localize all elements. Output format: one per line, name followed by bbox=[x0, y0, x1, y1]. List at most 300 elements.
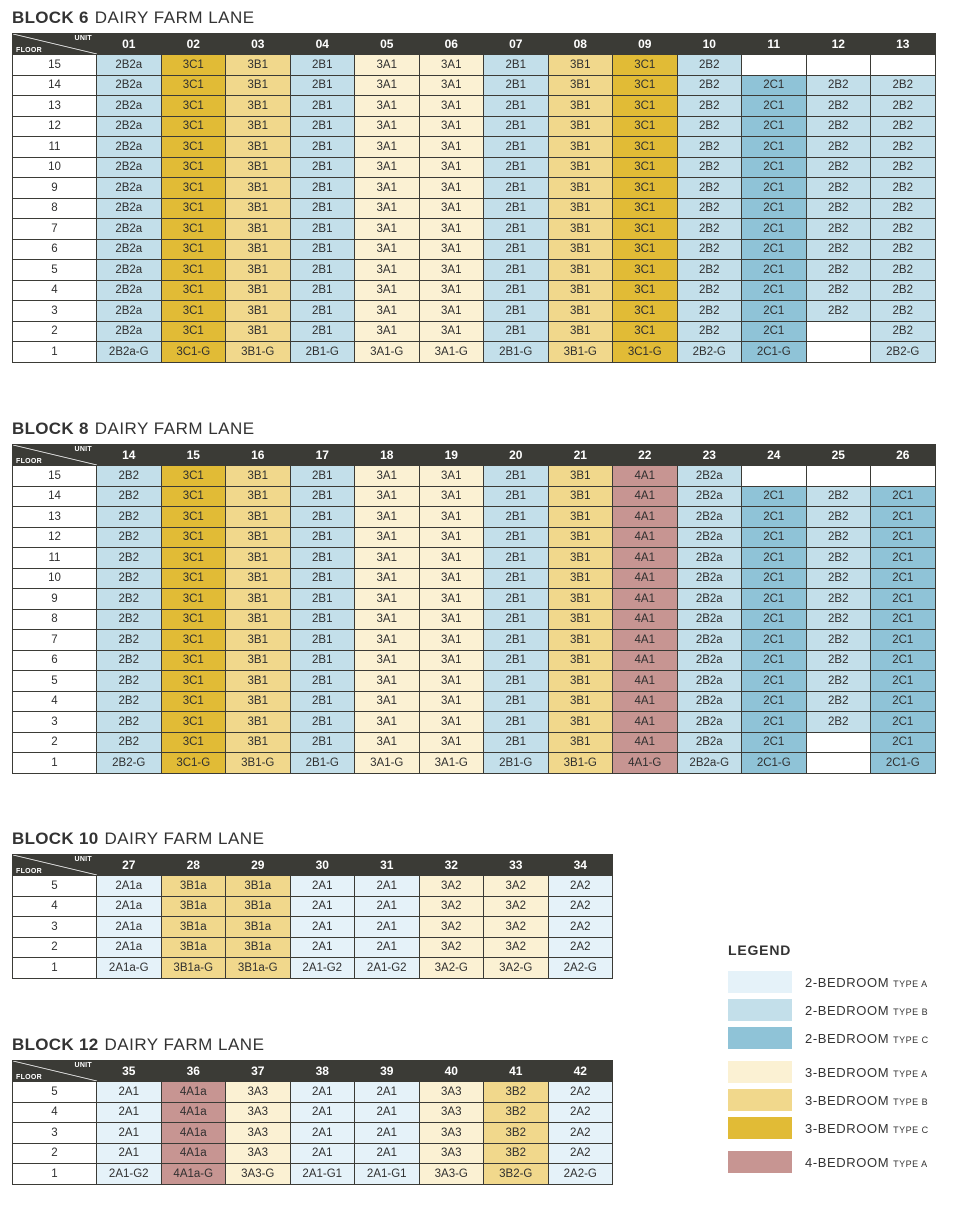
floor-row bbox=[13, 650, 936, 671]
floor-number: 9 bbox=[13, 589, 97, 610]
floor-number: 12 bbox=[13, 116, 97, 137]
unit-type-cell: 2A2 bbox=[548, 1102, 613, 1123]
unit-type-cell: 2A1 bbox=[97, 1082, 162, 1103]
unit-type-cell: 3C1 bbox=[161, 732, 226, 753]
floor-number: 10 bbox=[13, 568, 97, 589]
unit-type-cell: 2B2 bbox=[677, 55, 742, 76]
unit-type-cell: 2C1 bbox=[742, 239, 807, 260]
header-row bbox=[13, 34, 936, 55]
unit-type-cell: 2B2a bbox=[677, 568, 742, 589]
floor-number: 7 bbox=[13, 219, 97, 240]
floor-number: 3 bbox=[13, 1123, 97, 1144]
unit-type-cell: 2C1 bbox=[742, 301, 807, 322]
floor-number: 4 bbox=[13, 280, 97, 301]
unit-type-cell: 2C1 bbox=[742, 219, 807, 240]
floor-row bbox=[13, 1143, 613, 1164]
unit-number-header: 15 bbox=[161, 445, 226, 466]
block-title bbox=[12, 827, 613, 851]
unit-type-cell: 2C1 bbox=[742, 568, 807, 589]
unit-number-header: 25 bbox=[806, 445, 871, 466]
block-title bbox=[12, 417, 936, 441]
unit-type-cell: 3A1-G bbox=[419, 342, 484, 363]
unit-type-cell: 3A1 bbox=[419, 609, 484, 630]
unit-number-header: 36 bbox=[161, 1061, 226, 1082]
unit-type-cell: 2B2a bbox=[677, 466, 742, 487]
floor-number: 3 bbox=[13, 301, 97, 322]
unit-type-cell: 2B1 bbox=[290, 157, 355, 178]
unit-type-cell: 2B2 bbox=[97, 650, 162, 671]
unit-number-header: 04 bbox=[290, 34, 355, 55]
unit-type-cell: 2B1 bbox=[290, 321, 355, 342]
unit-type-cell: 3B1 bbox=[226, 321, 291, 342]
unit-type-cell: 2B2 bbox=[871, 178, 936, 199]
unit-type-cell: 4A1a-G bbox=[161, 1164, 226, 1185]
unit-type-cell: 3A1 bbox=[419, 239, 484, 260]
unit-type-cell: 2A1 bbox=[97, 1102, 162, 1123]
unit-type-cell: 3A3 bbox=[226, 1123, 291, 1144]
unit-type-cell: 3B1 bbox=[226, 671, 291, 692]
legend-type-label: TYPE A bbox=[893, 1068, 928, 1079]
unit-type-cell: 2C1 bbox=[871, 486, 936, 507]
unit-table bbox=[12, 1060, 613, 1185]
unit-number-header: 16 bbox=[226, 445, 291, 466]
unit-number-header: 27 bbox=[97, 855, 162, 876]
unit-type-cell: 2B1 bbox=[290, 527, 355, 548]
unit-type-cell: 2B1 bbox=[290, 630, 355, 651]
empty-unit-cell bbox=[742, 55, 807, 76]
floor-number: 1 bbox=[13, 342, 97, 363]
legend-type-label: TYPE B bbox=[893, 1006, 929, 1017]
unit-number-header: 37 bbox=[226, 1061, 291, 1082]
unit-type-cell: 2C1 bbox=[742, 280, 807, 301]
unit-type-cell: 3B1 bbox=[548, 157, 613, 178]
floor-row bbox=[13, 75, 936, 96]
floor-number: 8 bbox=[13, 198, 97, 219]
unit-type-cell: 2B2 bbox=[97, 732, 162, 753]
unit-type-cell: 2A2 bbox=[548, 937, 613, 958]
legend-label: 3-BEDROOM TYPE C bbox=[805, 1120, 929, 1136]
unit-type-cell: 3A1 bbox=[355, 137, 420, 158]
unit-type-cell: 3C1 bbox=[613, 116, 678, 137]
unit-type-cell: 3B1 bbox=[548, 321, 613, 342]
floor-row bbox=[13, 937, 613, 958]
unit-type-cell: 3B1 bbox=[226, 548, 291, 569]
unit-type-cell: 2B2a bbox=[97, 137, 162, 158]
unit-type-cell: 2B2 bbox=[97, 486, 162, 507]
unit-type-cell: 3A1 bbox=[419, 712, 484, 733]
unit-type-cell: 4A1 bbox=[613, 732, 678, 753]
floor-number: 4 bbox=[13, 691, 97, 712]
unit-type-cell: 3C1-G bbox=[161, 753, 226, 774]
unit-type-cell: 2C1-G bbox=[742, 753, 807, 774]
unit-type-cell: 3C1 bbox=[613, 75, 678, 96]
unit-type-cell: 3B2 bbox=[484, 1082, 549, 1103]
unit-type-cell: 2B1-G bbox=[484, 753, 549, 774]
unit-type-cell: 3B1 bbox=[548, 96, 613, 117]
unit-type-cell: 2C1 bbox=[742, 321, 807, 342]
unit-type-cell: 2C1 bbox=[871, 507, 936, 528]
unit-type-cell: 2C1 bbox=[871, 609, 936, 630]
floor-number: 3 bbox=[13, 917, 97, 938]
unit-type-cell: 3B1 bbox=[548, 280, 613, 301]
unit-type-cell: 3A1 bbox=[419, 466, 484, 487]
unit-type-cell: 2B1 bbox=[484, 712, 549, 733]
unit-type-cell: 3A1 bbox=[419, 568, 484, 589]
unit-type-cell: 3C1 bbox=[161, 466, 226, 487]
unit-type-cell: 3B1 bbox=[548, 732, 613, 753]
unit-type-cell: 2B2 bbox=[677, 280, 742, 301]
floor-number: 5 bbox=[13, 876, 97, 897]
unit-type-cell: 3A1 bbox=[419, 178, 484, 199]
unit-type-cell: 2B2a bbox=[97, 198, 162, 219]
unit-type-cell: 3B1 bbox=[226, 630, 291, 651]
legend-swatch bbox=[728, 999, 792, 1021]
unit-type-cell: 3A1 bbox=[355, 321, 420, 342]
unit-type-cell: 2C1 bbox=[871, 589, 936, 610]
unit-type-cell: 3A3-G bbox=[226, 1164, 291, 1185]
unit-type-cell: 4A1 bbox=[613, 630, 678, 651]
unit-type-cell: 2B2 bbox=[677, 178, 742, 199]
unit-table bbox=[12, 854, 613, 979]
unit-type-cell: 3C1 bbox=[613, 198, 678, 219]
unit-type-cell: 3B1-G bbox=[226, 342, 291, 363]
unit-type-cell: 2C1 bbox=[742, 260, 807, 281]
unit-type-cell: 3A2 bbox=[419, 917, 484, 938]
unit-type-cell: 2C1 bbox=[871, 650, 936, 671]
floor-row bbox=[13, 712, 936, 733]
unit-type-cell: 3B1 bbox=[226, 55, 291, 76]
unit-type-cell: 2B2 bbox=[806, 589, 871, 610]
unit-type-cell: 2A2 bbox=[548, 917, 613, 938]
unit-type-cell: 3B1 bbox=[548, 671, 613, 692]
unit-type-cell: 3C1 bbox=[161, 568, 226, 589]
unit-type-cell: 3B1 bbox=[548, 178, 613, 199]
floor-row bbox=[13, 1164, 613, 1185]
unit-number-header: 28 bbox=[161, 855, 226, 876]
unit-type-cell: 2B2 bbox=[806, 568, 871, 589]
unit-type-cell: 3B1 bbox=[226, 301, 291, 322]
legend-type-label: TYPE C bbox=[893, 1034, 929, 1045]
unit-number-header: 12 bbox=[806, 34, 871, 55]
unit-type-cell: 3B1 bbox=[226, 239, 291, 260]
unit-type-cell: 3B1 bbox=[548, 507, 613, 528]
floor-row bbox=[13, 55, 936, 76]
unit-type-cell: 2B1 bbox=[484, 609, 549, 630]
unit-type-cell: 4A1 bbox=[613, 712, 678, 733]
unit-type-cell: 2B2a bbox=[97, 239, 162, 260]
unit-type-cell: 2A1a bbox=[97, 896, 162, 917]
unit-type-cell: 2B1 bbox=[484, 527, 549, 548]
unit-number-header: 26 bbox=[871, 445, 936, 466]
floor-row bbox=[13, 548, 936, 569]
floor-unit-corner bbox=[13, 34, 97, 55]
unit-type-cell: 2B1 bbox=[290, 691, 355, 712]
unit-type-cell: 3A1 bbox=[355, 198, 420, 219]
unit-type-cell: 3A3 bbox=[419, 1102, 484, 1123]
unit-type-cell: 2B1 bbox=[290, 589, 355, 610]
floor-row bbox=[13, 116, 936, 137]
unit-type-cell: 3B1-G bbox=[548, 753, 613, 774]
header-row bbox=[13, 1061, 613, 1082]
unit-number-header: 32 bbox=[419, 855, 484, 876]
floor-number: 13 bbox=[13, 507, 97, 528]
unit-type-cell: 2B2 bbox=[806, 178, 871, 199]
unit-type-cell: 3B1 bbox=[548, 527, 613, 548]
unit-type-cell: 3A1 bbox=[419, 671, 484, 692]
unit-type-cell: 4A1 bbox=[613, 507, 678, 528]
unit-type-cell: 3A1 bbox=[419, 96, 484, 117]
unit-type-cell: 3B1 bbox=[226, 712, 291, 733]
unit-type-cell: 2B1 bbox=[290, 650, 355, 671]
block-number: BLOCK 8 bbox=[12, 419, 89, 438]
unit-type-cell: 2B2 bbox=[97, 630, 162, 651]
unit-type-cell: 2C1 bbox=[871, 712, 936, 733]
unit-type-cell: 2C1 bbox=[742, 137, 807, 158]
unit-type-cell: 2B2 bbox=[871, 239, 936, 260]
legend-label: 2-BEDROOM TYPE A bbox=[805, 974, 928, 990]
unit-number-header: 05 bbox=[355, 34, 420, 55]
unit-type-cell: 3C1-G bbox=[613, 342, 678, 363]
unit-type-cell: 2A1-G1 bbox=[355, 1164, 420, 1185]
unit-type-cell: 3B1a bbox=[161, 937, 226, 958]
unit-type-cell: 2A1 bbox=[355, 1123, 420, 1144]
unit-type-cell: 3C1 bbox=[161, 486, 226, 507]
unit-type-cell: 2A1 bbox=[355, 917, 420, 938]
unit-type-cell: 2B2 bbox=[871, 219, 936, 240]
unit-type-cell: 4A1-G bbox=[613, 753, 678, 774]
unit-type-cell: 2B1 bbox=[290, 712, 355, 733]
floor-unit-corner bbox=[13, 445, 97, 466]
unit-type-cell: 2A2-G bbox=[548, 1164, 613, 1185]
unit-type-cell: 3B1a bbox=[226, 937, 291, 958]
floor-unit-corner bbox=[13, 855, 97, 876]
unit-type-cell: 3A3 bbox=[226, 1102, 291, 1123]
unit-type-cell: 3B1 bbox=[548, 260, 613, 281]
unit-type-cell: 3A1 bbox=[355, 650, 420, 671]
unit-type-cell: 4A1 bbox=[613, 589, 678, 610]
unit-type-cell: 2B1 bbox=[484, 55, 549, 76]
block-number: BLOCK 10 bbox=[12, 829, 99, 848]
floor-row bbox=[13, 1123, 613, 1144]
unit-type-cell: 2B1 bbox=[484, 260, 549, 281]
legend-label: 2-BEDROOM TYPE B bbox=[805, 1002, 929, 1018]
unit-type-cell: 2C1 bbox=[742, 650, 807, 671]
unit-type-cell: 2C1 bbox=[871, 548, 936, 569]
unit-type-cell: 2B2 bbox=[806, 198, 871, 219]
unit-type-cell: 4A1 bbox=[613, 568, 678, 589]
unit-number-header: 39 bbox=[355, 1061, 420, 1082]
unit-type-cell: 3A2 bbox=[484, 917, 549, 938]
unit-type-cell: 4A1 bbox=[613, 486, 678, 507]
unit-type-cell: 4A1 bbox=[613, 671, 678, 692]
unit-type-cell: 3B1 bbox=[548, 609, 613, 630]
floor-row bbox=[13, 260, 936, 281]
legend-item bbox=[728, 1151, 958, 1173]
unit-type-cell: 2B1 bbox=[484, 137, 549, 158]
unit-type-cell: 3A1 bbox=[419, 116, 484, 137]
unit-type-cell: 2B2a bbox=[677, 527, 742, 548]
unit-type-cell: 3B1 bbox=[548, 137, 613, 158]
floor-number: 14 bbox=[13, 486, 97, 507]
unit-type-cell: 3A1 bbox=[355, 548, 420, 569]
legend-swatch bbox=[728, 1027, 792, 1049]
unit-type-cell: 3A3 bbox=[226, 1082, 291, 1103]
floor-number: 6 bbox=[13, 239, 97, 260]
unit-type-cell: 3B1 bbox=[548, 301, 613, 322]
unit-type-cell: 2A2-G bbox=[548, 958, 613, 979]
unit-number-header: 20 bbox=[484, 445, 549, 466]
unit-type-cell: 2B2 bbox=[806, 239, 871, 260]
floor-number: 15 bbox=[13, 55, 97, 76]
unit-type-cell: 2B2 bbox=[806, 609, 871, 630]
legend-item bbox=[728, 971, 958, 993]
unit-number-header: 10 bbox=[677, 34, 742, 55]
unit-type-cell: 3B1 bbox=[548, 650, 613, 671]
header-row bbox=[13, 855, 613, 876]
unit-type-cell: 2C1 bbox=[742, 116, 807, 137]
unit-type-cell: 2B2 bbox=[677, 301, 742, 322]
header-row bbox=[13, 445, 936, 466]
unit-type-cell: 2A1-G2 bbox=[290, 958, 355, 979]
unit-type-cell: 3A1 bbox=[355, 732, 420, 753]
block-number: BLOCK 6 bbox=[12, 8, 89, 27]
floor-row bbox=[13, 589, 936, 610]
floor-number: 9 bbox=[13, 178, 97, 199]
unit-type-cell: 3A2 bbox=[419, 937, 484, 958]
unit-type-cell: 2B2a bbox=[97, 157, 162, 178]
unit-number-header: 14 bbox=[97, 445, 162, 466]
unit-type-cell: 2C1 bbox=[742, 198, 807, 219]
unit-type-cell: 3A1 bbox=[419, 589, 484, 610]
unit-type-cell: 2B2 bbox=[97, 527, 162, 548]
unit-type-cell: 2A1-G2 bbox=[355, 958, 420, 979]
unit-type-cell: 3C1 bbox=[161, 630, 226, 651]
floor-row bbox=[13, 609, 936, 630]
unit-type-cell: 4A1a bbox=[161, 1082, 226, 1103]
unit-type-cell: 2B2 bbox=[677, 321, 742, 342]
unit-type-cell: 3C1 bbox=[613, 301, 678, 322]
unit-type-cell: 2B2a bbox=[677, 650, 742, 671]
unit-type-cell: 2B2 bbox=[871, 260, 936, 281]
floor-number: 8 bbox=[13, 609, 97, 630]
unit-number-header: 38 bbox=[290, 1061, 355, 1082]
unit-type-cell: 3B1a bbox=[161, 876, 226, 897]
unit-type-cell: 2B2 bbox=[806, 137, 871, 158]
unit-type-cell: 3C1 bbox=[613, 260, 678, 281]
unit-type-cell: 4A1a bbox=[161, 1143, 226, 1164]
unit-table bbox=[12, 33, 936, 363]
unit-type-cell: 2C1 bbox=[742, 691, 807, 712]
unit-type-cell: 2B2 bbox=[677, 219, 742, 240]
unit-type-cell: 3B1a bbox=[226, 917, 291, 938]
legend-type-label: TYPE A bbox=[893, 1158, 928, 1169]
floor-row bbox=[13, 96, 936, 117]
unit-type-cell: 3A1 bbox=[355, 589, 420, 610]
legend-item bbox=[728, 1089, 958, 1111]
floor-row bbox=[13, 876, 613, 897]
unit-type-cell: 3B1 bbox=[226, 650, 291, 671]
unit-type-cell: 3B1 bbox=[226, 116, 291, 137]
floor-row bbox=[13, 732, 936, 753]
unit-type-cell: 2C1 bbox=[871, 691, 936, 712]
unit-type-cell: 3B1 bbox=[226, 527, 291, 548]
block-8-section bbox=[12, 417, 936, 774]
unit-type-cell: 2A1 bbox=[355, 1102, 420, 1123]
legend-label: 3-BEDROOM TYPE B bbox=[805, 1092, 929, 1108]
unit-type-cell: 2B2 bbox=[97, 671, 162, 692]
empty-unit-cell bbox=[806, 342, 871, 363]
unit-type-cell: 2B2 bbox=[806, 75, 871, 96]
unit-type-cell: 2B1 bbox=[484, 486, 549, 507]
unit-type-cell: 2B2a-G bbox=[677, 753, 742, 774]
unit-type-cell: 3A1 bbox=[419, 157, 484, 178]
unit-type-cell: 2A1 bbox=[290, 1082, 355, 1103]
unit-type-cell: 2B2 bbox=[806, 691, 871, 712]
unit-type-cell: 2B1 bbox=[484, 589, 549, 610]
unit-type-cell: 3B2 bbox=[484, 1102, 549, 1123]
unit-type-cell: 3B1a bbox=[226, 876, 291, 897]
unit-header-label: UNIT bbox=[74, 1062, 92, 1069]
unit-type-cell: 2A2 bbox=[548, 1123, 613, 1144]
unit-type-cell: 2B2a bbox=[677, 507, 742, 528]
floor-row bbox=[13, 527, 936, 548]
empty-unit-cell bbox=[742, 466, 807, 487]
unit-type-cell: 2B2 bbox=[677, 75, 742, 96]
unit-type-cell: 2B2a bbox=[677, 486, 742, 507]
floor-number: 2 bbox=[13, 732, 97, 753]
legend-label: 3-BEDROOM TYPE A bbox=[805, 1064, 928, 1080]
unit-type-cell: 3B1 bbox=[226, 486, 291, 507]
unit-type-cell: 3B1a bbox=[226, 896, 291, 917]
unit-type-cell: 3C1 bbox=[161, 321, 226, 342]
unit-number-header: 23 bbox=[677, 445, 742, 466]
unit-type-cell: 3B1 bbox=[226, 507, 291, 528]
unit-type-cell: 3A1 bbox=[355, 75, 420, 96]
unit-type-cell: 3A1 bbox=[419, 198, 484, 219]
unit-type-cell: 2C1 bbox=[742, 630, 807, 651]
unit-type-cell: 2B2 bbox=[97, 609, 162, 630]
unit-type-cell: 2A1 bbox=[290, 1143, 355, 1164]
unit-type-cell: 3C1 bbox=[613, 157, 678, 178]
unit-type-cell: 3B1a bbox=[161, 917, 226, 938]
floor-number: 3 bbox=[13, 712, 97, 733]
unit-number-header: 08 bbox=[548, 34, 613, 55]
unit-type-cell: 3A1 bbox=[355, 301, 420, 322]
unit-type-cell: 2B2a bbox=[677, 712, 742, 733]
unit-type-cell: 2B1 bbox=[290, 239, 355, 260]
unit-type-cell: 3A1 bbox=[355, 609, 420, 630]
floor-number: 11 bbox=[13, 548, 97, 569]
unit-type-cell: 2B2a bbox=[677, 609, 742, 630]
unit-number-header: 30 bbox=[290, 855, 355, 876]
unit-type-cell: 3B1 bbox=[226, 260, 291, 281]
unit-type-cell: 4A1 bbox=[613, 548, 678, 569]
unit-type-cell: 2C1 bbox=[742, 671, 807, 692]
legend-item bbox=[728, 1117, 958, 1139]
unit-type-cell: 3A1 bbox=[355, 486, 420, 507]
unit-header-label: UNIT bbox=[74, 856, 92, 863]
unit-type-cell: 3A1 bbox=[419, 507, 484, 528]
unit-type-cell: 3A1 bbox=[419, 260, 484, 281]
unit-type-cell: 2B2 bbox=[97, 712, 162, 733]
unit-type-cell: 3B1 bbox=[226, 137, 291, 158]
unit-type-cell: 2B2 bbox=[677, 96, 742, 117]
unit-type-cell: 2B1 bbox=[290, 96, 355, 117]
unit-type-cell: 3C1 bbox=[161, 650, 226, 671]
unit-type-cell: 3C1 bbox=[161, 157, 226, 178]
floor-row bbox=[13, 691, 936, 712]
floor-row bbox=[13, 568, 936, 589]
